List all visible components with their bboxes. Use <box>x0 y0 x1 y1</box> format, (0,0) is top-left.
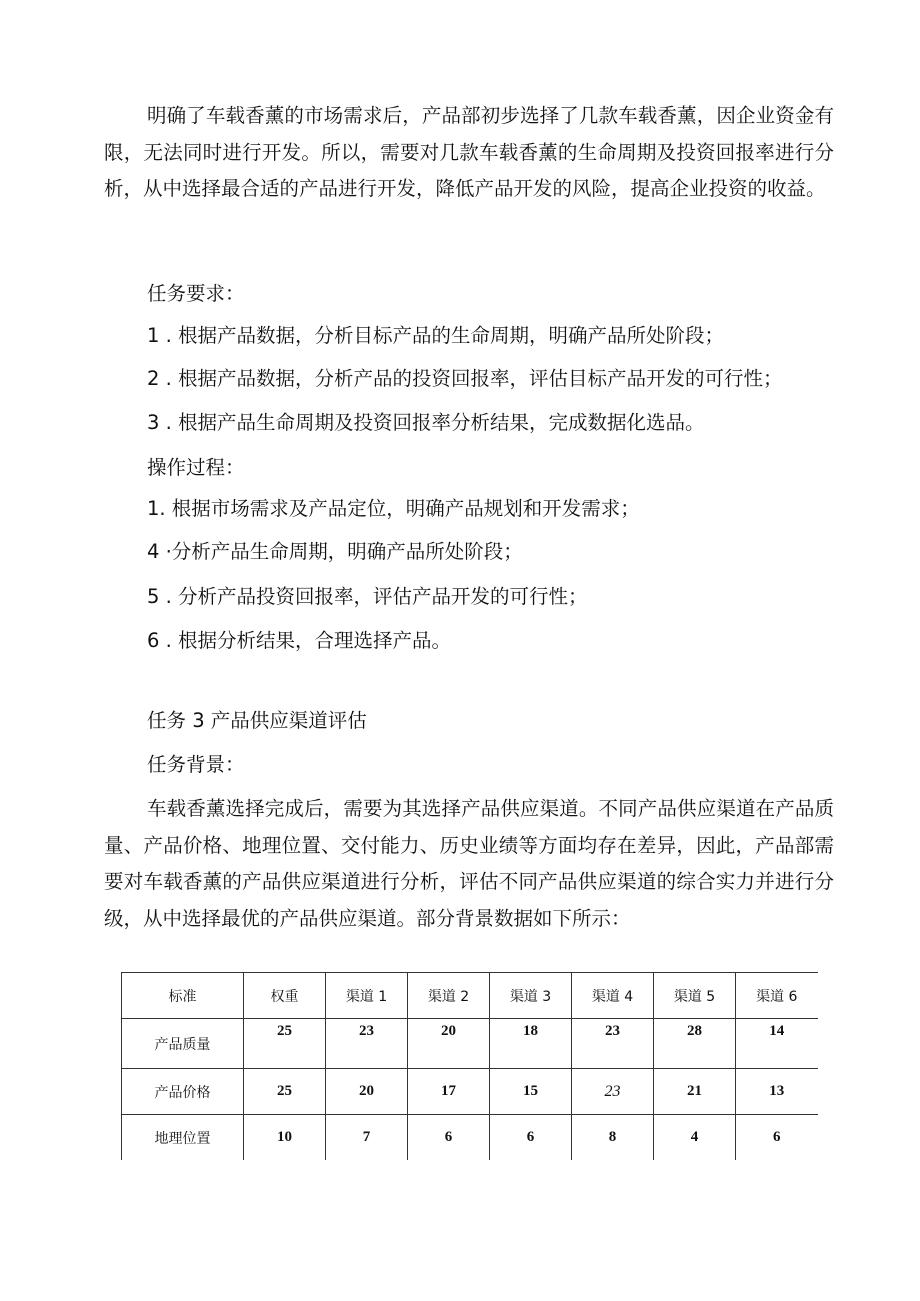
table-cell: 6 <box>490 1115 572 1161</box>
table-cell: 6 <box>736 1115 818 1161</box>
operation-process-heading: 操作过程： <box>147 456 245 479</box>
section-title: 任务 3 产品供应渠道评估 <box>147 709 367 732</box>
table-cell: 6 <box>408 1115 490 1161</box>
table-cell: 10 <box>244 1115 326 1161</box>
table-cell: 20 <box>326 1069 408 1115</box>
operation-item: 1. 根据市场需求及产品定位，明确产品规划和开发需求； <box>147 497 640 520</box>
table-cell: 25 <box>244 1069 326 1115</box>
table-header-cell: 权重 <box>244 973 326 1019</box>
task-requirements-heading: 任务要求： <box>147 282 245 305</box>
requirement-item: 1 . 根据产品数据，分析目标产品的生命周期，明确产品所处阶段； <box>147 324 725 347</box>
operation-item: 5 . 分析产品投资回报率，评估产品开发的可行性； <box>147 585 588 608</box>
requirement-item: 2 . 根据产品数据，分析产品的投资回报率，评估目标产品开发的可行性； <box>147 367 783 390</box>
task-background-heading: 任务背景： <box>147 753 245 776</box>
table-header-cell: 标准 <box>122 973 244 1019</box>
table-cell: 4 <box>654 1115 736 1161</box>
table-header-cell: 渠道 5 <box>654 973 736 1019</box>
table-header-cell: 渠道 4 <box>572 973 654 1019</box>
table-header-cell: 渠道 2 <box>408 973 490 1019</box>
table-cell: 23 <box>572 1069 654 1115</box>
row-label: 产品价格 <box>122 1069 244 1115</box>
table-cell: 23 <box>326 1019 408 1069</box>
operation-item: 6 . 根据分析结果，合理选择产品。 <box>147 629 452 652</box>
table-cell: 17 <box>408 1069 490 1115</box>
table-cell: 28 <box>654 1019 736 1069</box>
table-row <box>122 1019 818 1069</box>
table-cell: 23 <box>572 1019 654 1069</box>
table-cell: 15 <box>490 1069 572 1115</box>
table-header-row <box>122 973 818 1019</box>
table-row <box>122 1069 818 1115</box>
table-header-cell: 渠道 1 <box>326 973 408 1019</box>
table-header-cell: 渠道 3 <box>490 973 572 1019</box>
table-cell: 7 <box>326 1115 408 1161</box>
intro-paragraph: 明确了车载香薰的市场需求后，产品部初步选择了几款车载香薰，因企业资金有限，无法同时进行开发。所以，需要对几款车载香薰的生命周期及投资回报率进行分析，从中选择最合适的产品进行开发，降低产品开发的风险，提高企业投资的收益。 <box>104 104 834 200</box>
table-cell: 20 <box>408 1019 490 1069</box>
table-header-cell: 渠道 6 <box>736 973 818 1019</box>
table-cell: 14 <box>736 1019 818 1069</box>
requirement-item: 3 . 根据产品生命周期及投资回报率分析结果，完成数据化选品。 <box>147 411 705 434</box>
table-cell: 18 <box>490 1019 572 1069</box>
supply-channel-table <box>121 972 818 1160</box>
row-label: 产品质量 <box>122 1019 244 1069</box>
table-cell: 8 <box>572 1115 654 1161</box>
row-label: 地理位置 <box>122 1115 244 1161</box>
table-cell: 21 <box>654 1069 736 1115</box>
background-paragraph: 车载香薰选择完成后，需要为其选择产品供应渠道。不同产品供应渠道在产品质量、产品价格、地理位置、交付能力、历史业绩等方面均存在差异，因此，产品部需要对车载香薰的产品供应渠道进行分析，评估不同产品供应渠道的综合实力并进行分级，从中选择最优的产品供应渠道。部分背景数据如下所示： <box>104 797 834 930</box>
table-cell: 25 <box>244 1019 326 1069</box>
operation-item: 4 ·分析产品生命周期，明确产品所处阶段； <box>147 540 523 563</box>
table-row <box>122 1115 818 1161</box>
table-cell: 13 <box>736 1069 818 1115</box>
